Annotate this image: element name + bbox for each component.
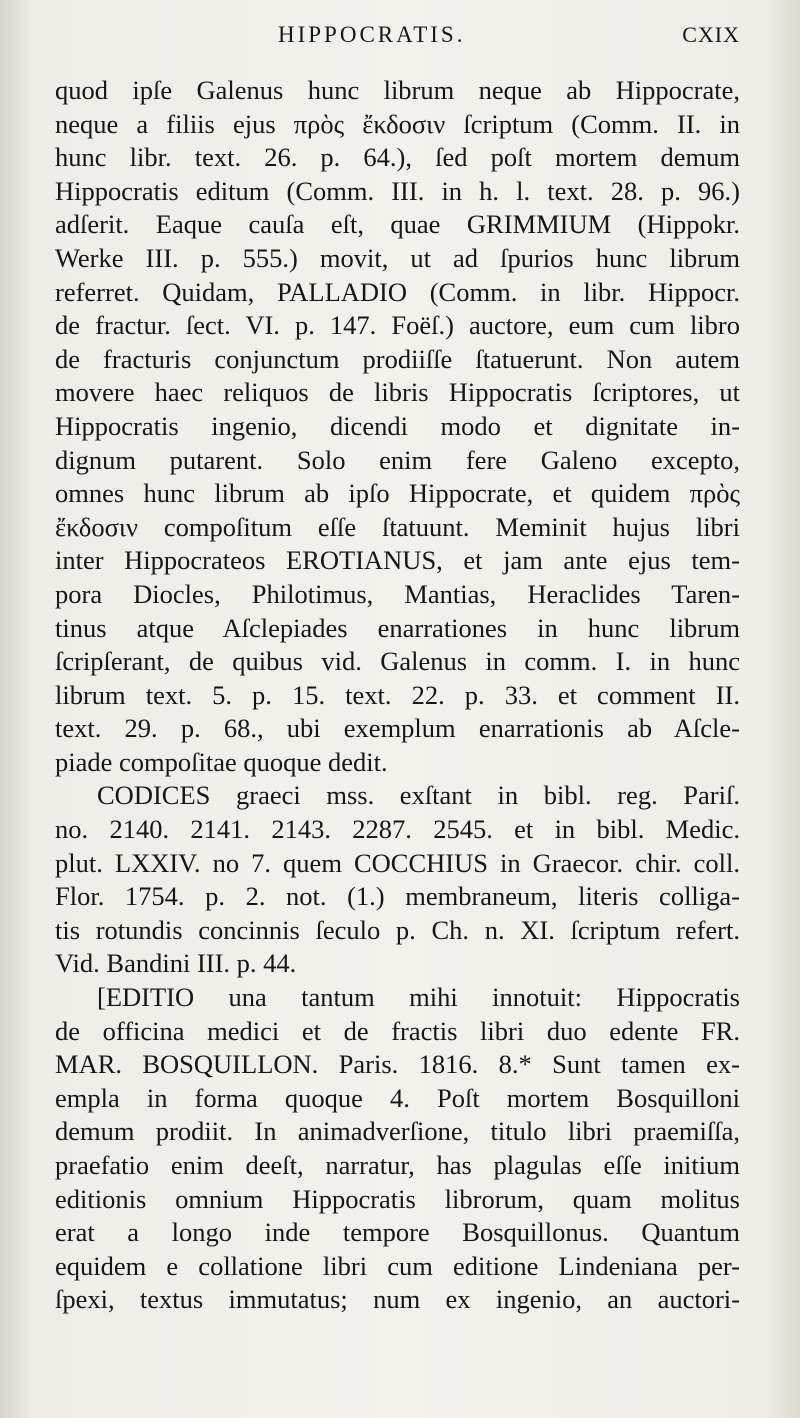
text-line: [EDITIO una tantum mihi innotuit: Hippocratis [97,982,740,1013]
text-line: quod ipſe Galenus hunc librum neque ab Hippocrate, [55,75,740,105]
text-line: piade compoſitae quoque dedit. [55,746,388,777]
text-line: tis rotundis concinnis ſeculo p. Ch. n. XI. ſcriptum refert. [55,914,740,945]
running-head [50,22,740,52]
text-line: no. 2140. 2141. 2143. 2287. 2545. et in bibl. Medic. [55,814,740,845]
paragraph-codices [55,779,740,981]
text-line: empla in forma quoque 4. Poſt mortem Bosquilloni [55,1082,740,1113]
text-line: text. 29. p. 68., ubi exemplum enarrationis ab Aſcle- [55,713,740,744]
text-line: plut. LXXIV. no 7. quem COCCHIUS in Graecor. chir. coll. [55,847,740,878]
paragraph-editio [55,981,740,1317]
text-line: praefatio enim deeſt, narratur, has plagulas eſſe initium [55,1150,740,1180]
text-line: tinus atque Aſclepiades enarrationes in hunc librum [55,612,740,643]
text-line: de fractur. ſect. VI. p. 147. Foëſ.) auctore, eum cum libro [55,310,740,341]
text-line: movere haec reliquos de libris Hippocratis ſcriptores, ut [55,377,740,408]
paragraph-galenus [55,74,740,779]
text-line: MAR. BOSQUILLON. Paris. 1816. 8.* Sunt tamen ex- [55,1049,740,1080]
text-line: Vid. Bandini III. p. 44. [55,948,297,979]
text-line: demum prodiit. In animadverſione, titulo libri praemiſſa, [55,1116,740,1147]
text-line: Werke III. p. 555.) movit, ut ad ſpurios hunc librum [55,242,740,273]
text-line: ἔκδοσιν compoſitum eſſe ſtatuunt. Meminit hujus libri [55,511,740,542]
text-line: ſpexi, textus immutatus; num ex ingenio, an auctori- [55,1284,740,1315]
text-line: equidem e collatione libri cum editione Lindeniana per- [55,1250,740,1281]
text-line: pora Diocles, Philotimus, Mantias, Heraclides Taren- [55,578,740,609]
text-line: Flor. 1754. p. 2. not. (1.) membraneum, literis colliga- [55,881,740,912]
text-line: de fracturis conjunctum prodiiſſe ſtatuerunt. Non autem [55,343,740,374]
text-line: CODICES graeci mss. exſtant in bibl. reg. Pariſ. [97,780,740,811]
text-line: librum text. 5. p. 15. text. 22. p. 33. et comment II. [55,679,740,710]
body-text [55,74,740,1317]
running-head-title: HIPPOCRATIS. [278,22,466,47]
text-line: de officina medici et de fractis libri duo edente FR. [55,1015,740,1046]
text-line: editionis omnium Hippocratis librorum, quam molitus [55,1183,740,1214]
text-line: erat a longo inde tempore Bosquillonus. Quantum [55,1217,740,1248]
text-line: hunc libr. text. 26. p. 64.), ſed poſt mortem demum [55,142,740,173]
text-line: adſerit. Eaque cauſa eſt, quae GRIMMIUM (Hippokr. [55,209,740,240]
text-line: dignum putarent. Solo enim fere Galeno excepto, [55,444,740,475]
text-line: neque a filiis ejus πρὸς ἔκδοσιν ſcriptum (Comm. II. in [55,108,740,139]
text-line: referret. Quidam, PALLADIO (Comm. in libr. Hippocr. [55,276,740,307]
text-line: Hippocratis editum (Comm. III. in h. l. text. 28. p. 96.) [55,175,740,206]
text-line: inter Hippocrateos EROTIANUS, et jam ante ejus tem- [55,545,740,576]
text-line: ſcripſerant, de quibus vid. Galenus in comm. I. in hunc [55,646,740,677]
text-line: Hippocratis ingenio, dicendi modo et dignitate in- [55,410,740,441]
text-line: omnes hunc librum ab ipſo Hippocrate, et quidem πρὸς [55,478,740,509]
page-number: CXIX [682,22,740,47]
